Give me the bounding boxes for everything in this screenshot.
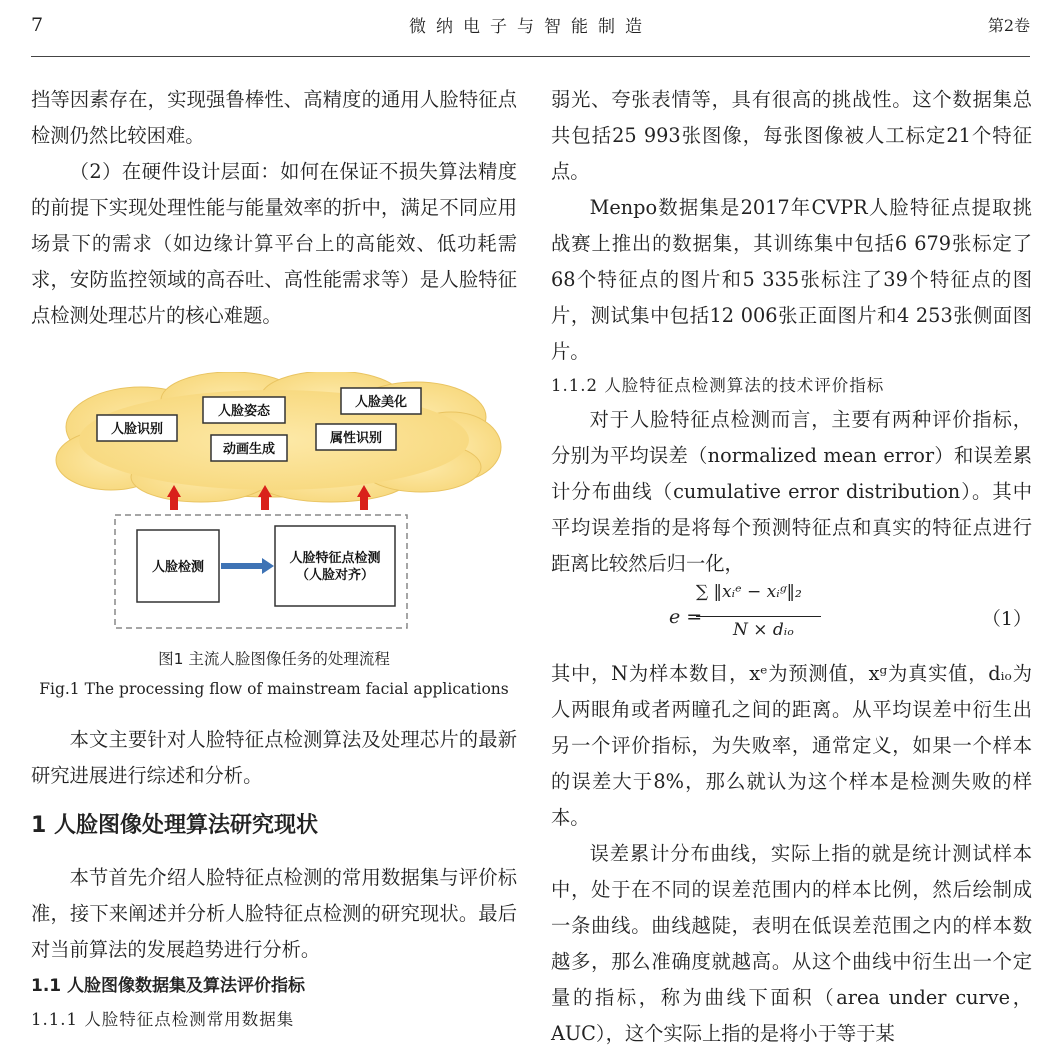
page-header [0, 0, 1061, 58]
right-column [551, 82, 1032, 1052]
fraction-bar [696, 616, 821, 617]
equation-1 [551, 582, 1032, 656]
page-number: 7 [31, 14, 44, 36]
equation-numerator: ∑ ‖xᵢᵉ − xᵢᵍ‖₂ [696, 582, 802, 602]
paragraph: 误差累计分布曲线，实际上指的就是统计测试样本中，处于在不同的误差范围内的样本比例，然后绘制成一条曲线。曲线越陡，表明在低误差范围之内的样本数越多，那么准确度就越高。从这个曲线中衍生出一个定量的指标，称为曲线下面积（area under curve，AUC），这个实际上指的是将小于等于某 [551, 842, 1032, 1045]
paragraph: 弱光、夸张表情等，具有很高的挑战性。这个数据集总共包括25 993张图像，每张图像被人工标定21个特征点。 [551, 88, 1032, 183]
subsubsection-heading: 1.1.1 人脸特征点检测常用数据集 [31, 1010, 295, 1029]
box-landmark-label-line2: （人脸对齐） [295, 568, 375, 583]
paragraph: 对于人脸特征点检测而言，主要有两种评价指标，分别为平均误差（normalized mean error）和误差累计分布曲线（cumulative error distribution）。其中平均误差指的是将每个预测特征点和真实的特征点进行距离比较然后归一化， [551, 408, 1032, 575]
cloud-box-label: 人脸识别 [110, 422, 164, 437]
equation-number: （1） [981, 608, 1032, 630]
equation-lhs: e = [669, 606, 703, 628]
cloud-box-label: 人脸姿态 [217, 404, 271, 419]
journal-title: 微纳电子与智能制造 [409, 17, 652, 37]
paragraph: Menpo数据集是2017年CVPR人脸特征点提取挑战赛上推出的数据集，其训练集中包括6 679张标定了68个特征点的图片和5 335张标注了39个特征点的图片，测试集中包括12 006张正面图片和4 253张侧面图片。 [551, 196, 1032, 363]
paragraph: （2）在硬件设计层面：如何在保证不损失算法精度的前提下实现处理性能与能量效率的折中，满足不同应用场景下的需求（如边缘计算平台上的高能效、低功耗需求，安防监控领域的高吞吐、高性能需求等）是人脸特征点检测处理芯片的核心难题。 [31, 160, 517, 327]
figure-1 [31, 372, 517, 640]
figure-caption-en: Fig.1 The processing flow of mainstream facial applications [39, 680, 509, 698]
box-landmark-detection [275, 526, 395, 606]
equation-denominator: N × dᵢₒ [733, 620, 794, 640]
left-column [31, 82, 517, 1036]
paragraph: 挡等因素存在，实现强鲁棒性、高精度的通用人脸特征点检测仍然比较困难。 [31, 88, 517, 147]
flow-diagram [31, 372, 517, 640]
cloud-box-label: 人脸美化 [354, 395, 408, 410]
cloud-box-label: 动画生成 [222, 442, 276, 457]
box-face-detection-label: 人脸检测 [151, 560, 205, 575]
paragraph: 其中，N为样本数目，xᵉ为预测值，xᵍ为真实值，dᵢₒ为人两眼角或者两瞳孔之间的距离。从平均误差中衍生出另一个评价指标，为失败率，通常定义，如果一个样本的误差大于8%，那么就认为这个样本是检测失败的样本。 [551, 662, 1032, 829]
paragraph: 本文主要针对人脸特征点检测算法及处理芯片的最新研究进展进行综述和分析。 [31, 728, 517, 787]
box-landmark-label-line1: 人脸特征点检测 [289, 551, 381, 566]
paragraph: 本节首先介绍人脸特征点检测的常用数据集与评价标准，接下来阐述并分析人脸特征点检测的研究现状。最后对当前算法的发展趋势进行分析。 [31, 866, 517, 961]
header-rule [31, 56, 1030, 57]
figure-caption-cn: 图1 主流人脸图像任务的处理流程 [158, 650, 390, 668]
subsubsection-heading: 1.1.2 人脸特征点检测算法的技术评价指标 [551, 376, 885, 395]
cloud-box-label: 属性识别 [329, 431, 383, 446]
subsection-heading: 1.1 人脸图像数据集及算法评价指标 [31, 976, 306, 996]
section-heading: 1 人脸图像处理算法研究现状 [31, 813, 318, 838]
volume-label: 第2卷 [987, 16, 1030, 35]
